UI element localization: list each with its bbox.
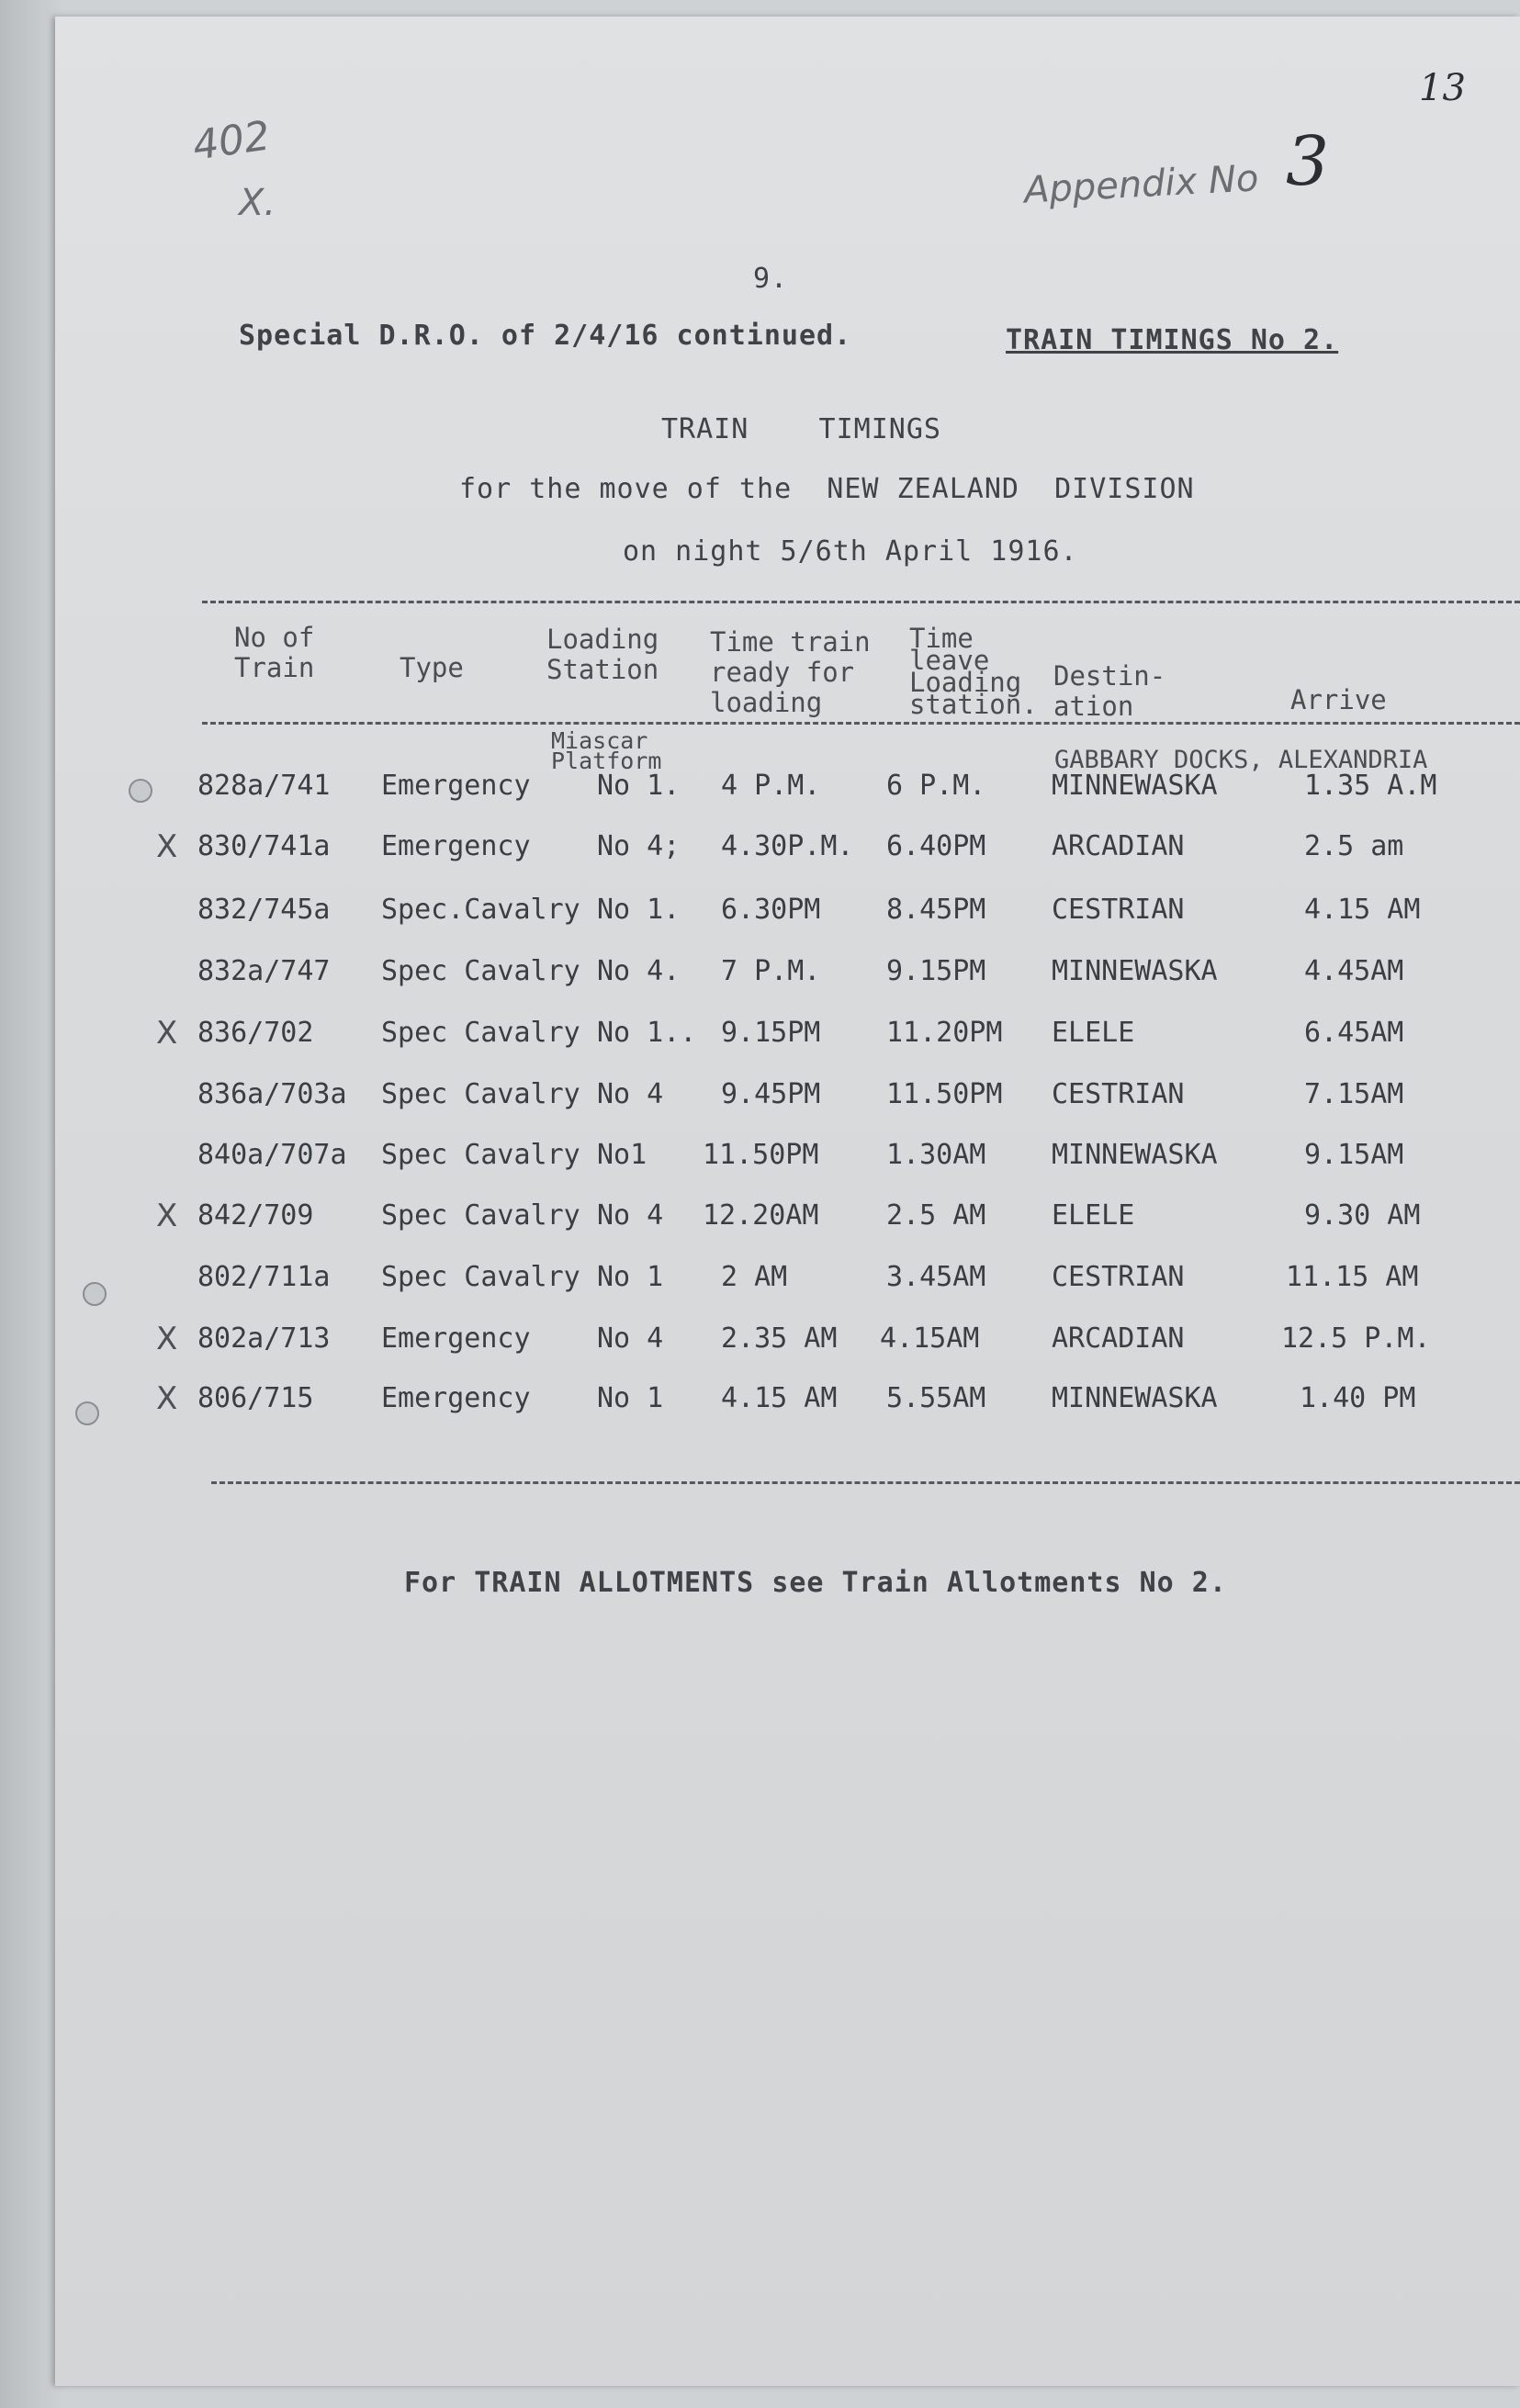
cell-ready: 9.45PM: [721, 1078, 821, 1110]
header-leave: Time leave Loading station.: [909, 623, 1038, 720]
table-bottom-rule: [211, 1481, 1520, 1484]
cell-type: Spec Cavalry: [381, 955, 580, 987]
page-number: 9.: [753, 263, 789, 295]
cell-leave: 4.15AM: [880, 1322, 980, 1355]
document-title: TRAIN TIMINGS: [661, 413, 941, 445]
table-row: [55, 1322, 1520, 1378]
table-row: [55, 1139, 1520, 1194]
header-ready: Time train ready for loading: [710, 626, 871, 718]
cell-arrive: 11.15 AM: [1286, 1261, 1419, 1293]
table-row: [55, 1382, 1520, 1437]
archive-number: 402: [189, 112, 274, 170]
table-row: [55, 1199, 1520, 1255]
cell-train: 802/711a: [197, 1261, 331, 1293]
cell-destination: CESTRIAN: [1052, 1078, 1185, 1110]
cell-ready: 11.50PM: [703, 1139, 819, 1171]
reference-line: Special D.R.O. of 2/4/16 continued.: [239, 320, 852, 352]
station-note: Miascar Platform: [551, 727, 662, 774]
appendix-number: 3: [1286, 122, 1330, 201]
cell-train: 836a/703a: [197, 1078, 347, 1110]
cell-type: Spec Cavalry: [381, 1199, 580, 1232]
cell-station: No 1.: [597, 894, 681, 926]
cell-leave: 1.30AM: [886, 1139, 986, 1171]
cell-arrive: 6.45AM: [1304, 1017, 1404, 1049]
punch-hole: [75, 1401, 99, 1425]
cell-leave: 3.45AM: [886, 1261, 986, 1293]
cell-ready: 4.15 AM: [721, 1382, 838, 1414]
destination-note: GABBARY DOCKS, ALEXANDRIA: [1054, 746, 1428, 774]
cell-arrive: 1.35 A.M: [1304, 770, 1437, 802]
appendix-label: Appendix No: [1022, 157, 1260, 212]
cell-station: No 4.: [597, 955, 681, 987]
cell-station: No 1.: [597, 770, 681, 802]
check-mark: X: [156, 1198, 178, 1234]
cell-type: Emergency: [381, 1322, 531, 1355]
cell-arrive: 1.40 PM: [1300, 1382, 1416, 1414]
cell-destination: MINNEWASKA: [1052, 955, 1218, 987]
punch-hole: [83, 1282, 107, 1306]
cell-destination: MINNEWASKA: [1052, 1382, 1218, 1414]
table-row: [55, 830, 1520, 885]
cell-station: No 1: [597, 1382, 664, 1414]
check-mark: X: [156, 1015, 178, 1052]
table-row: [55, 1078, 1520, 1133]
cell-station: No 1..: [597, 1017, 697, 1049]
archive-mark: X.: [239, 182, 276, 224]
cell-destination: ARCADIAN: [1052, 1322, 1185, 1355]
cell-destination: ELELE: [1052, 1017, 1135, 1049]
cell-destination: CESTRIAN: [1052, 894, 1185, 926]
header-destination: Destin- ation: [1053, 660, 1166, 722]
cell-destination: MINNEWASKA: [1052, 770, 1218, 802]
cell-arrive: 9.15AM: [1304, 1139, 1404, 1171]
table-row: [55, 894, 1520, 949]
cell-arrive: 2.5 am: [1304, 830, 1404, 862]
cell-leave: 11.50PM: [886, 1078, 1003, 1110]
reference-right: TRAIN TIMINGS No 2.: [1006, 324, 1339, 356]
cell-arrive: 9.30 AM: [1304, 1199, 1421, 1232]
cell-train: 842/709: [197, 1199, 314, 1232]
cell-type: Spec Cavalry: [381, 1261, 580, 1293]
cell-leave: 6 P.M.: [886, 770, 986, 802]
table-row: [55, 1261, 1520, 1316]
cell-arrive: 7.15AM: [1304, 1078, 1404, 1110]
check-mark: X: [156, 1321, 178, 1357]
cell-station: No1: [597, 1139, 647, 1171]
cell-destination: MINNEWASKA: [1052, 1139, 1218, 1171]
cell-station: No 1: [597, 1261, 664, 1293]
cell-train: 806/715: [197, 1382, 314, 1414]
cell-station: No 4;: [597, 830, 681, 862]
cell-leave: 5.55AM: [886, 1382, 986, 1414]
date-line: on night 5/6th April 1916.: [623, 535, 1078, 568]
cell-train: 832a/747: [197, 955, 331, 987]
cell-leave: 6.40PM: [886, 830, 986, 862]
cell-station: No 4: [597, 1078, 664, 1110]
cell-arrive: 12.5 P.M.: [1281, 1322, 1431, 1355]
table-row: [55, 770, 1520, 825]
check-mark: X: [156, 828, 178, 865]
cell-ready: 9.15PM: [721, 1017, 821, 1049]
cell-ready: 4.30P.M.: [721, 830, 854, 862]
header-type: Type: [400, 652, 464, 683]
cell-leave: 11.20PM: [886, 1017, 1003, 1049]
footer-note: For TRAIN ALLOTMENTS see Train Allotments No 2.: [404, 1567, 1227, 1599]
cell-arrive: 4.15 AM: [1304, 894, 1421, 926]
cell-type: Emergency: [381, 1382, 531, 1414]
cell-train: 828a/741: [197, 770, 331, 802]
cell-train: 840a/707a: [197, 1139, 347, 1171]
header-station: Loading Station: [546, 624, 659, 685]
cell-train: 802a/713: [197, 1322, 331, 1355]
cell-leave: 8.45PM: [886, 894, 986, 926]
cell-destination: ELELE: [1052, 1199, 1135, 1232]
table-row: [55, 1017, 1520, 1072]
cell-ready: 6.30PM: [721, 894, 821, 926]
cell-leave: 2.5 AM: [886, 1199, 986, 1232]
cell-leave: 9.15PM: [886, 955, 986, 987]
cell-ready: 2 AM: [721, 1261, 788, 1293]
cell-train: 832/745a: [197, 894, 331, 926]
folio-number: 13: [1419, 67, 1466, 109]
cell-ready: 7 P.M.: [721, 955, 821, 987]
cell-type: Spec.Cavalry: [381, 894, 580, 926]
cell-ready: 2.35 AM: [721, 1322, 838, 1355]
cell-type: Emergency: [381, 770, 531, 802]
cell-type: Spec Cavalry: [381, 1139, 580, 1171]
cell-ready: 4 P.M.: [721, 770, 821, 802]
table-top-rule: [202, 601, 1520, 603]
cell-type: Emergency: [381, 830, 531, 862]
document-subtitle: for the move of the NEW ZEALAND DIVISION: [459, 473, 1195, 505]
punch-hole: [129, 779, 152, 803]
cell-arrive: 4.45AM: [1304, 955, 1404, 987]
cell-train: 830/741a: [197, 830, 331, 862]
header-arrive: Arrive: [1290, 684, 1387, 715]
cell-station: No 4: [597, 1322, 664, 1355]
cell-destination: CESTRIAN: [1052, 1261, 1185, 1293]
cell-type: Spec Cavalry: [381, 1017, 580, 1049]
cell-train: 836/702: [197, 1017, 314, 1049]
table-row: [55, 955, 1520, 1010]
check-mark: X: [156, 1380, 178, 1417]
cell-station: No 4: [597, 1199, 664, 1232]
cell-destination: ARCADIAN: [1052, 830, 1185, 862]
document-page: [55, 17, 1520, 2386]
cell-ready: 12.20AM: [703, 1199, 819, 1232]
header-train: No of Train: [234, 622, 315, 683]
header-bottom-rule: [202, 722, 1520, 725]
cell-type: Spec Cavalry: [381, 1078, 580, 1110]
